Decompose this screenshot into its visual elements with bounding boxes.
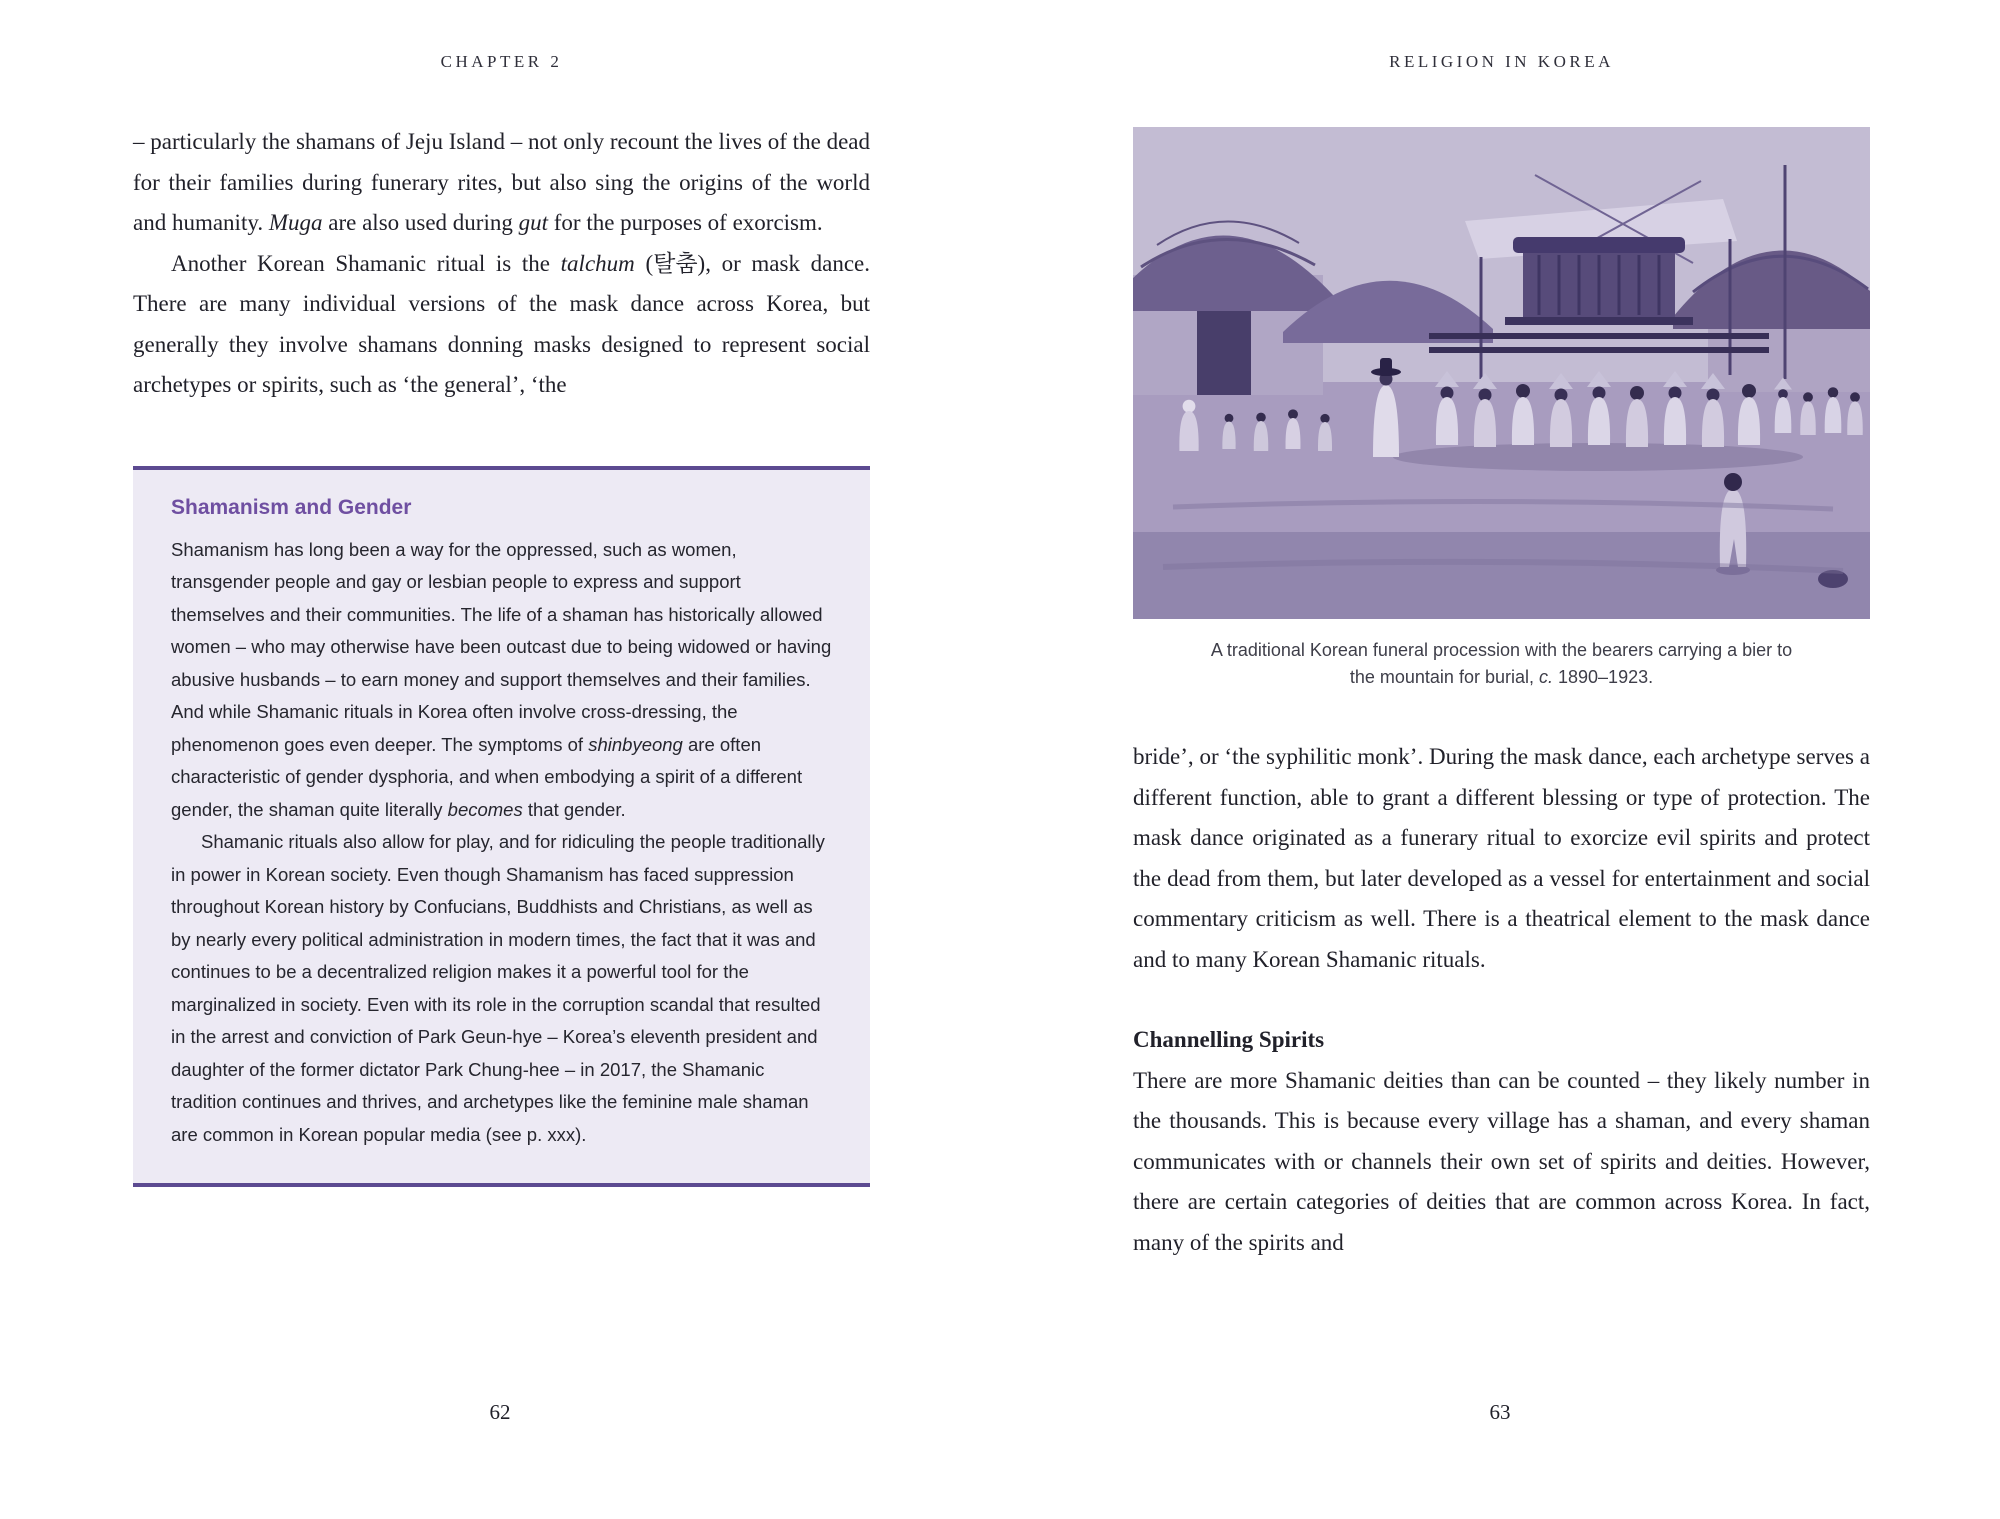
page-number-right: 63 <box>1489 1400 1511 1424</box>
sidebar-shamanism-and-gender <box>133 466 870 1188</box>
running-head-book-title: RELIGION IN KOREA <box>1389 52 1614 71</box>
body-paragraph: Another Korean Shamanic ritual is the talchum (탈춤), or mask dance. There are many individual versions of the mask dance across Korea, but generally they involve shamans donning masks designed to represent social archetypes or spirits, such as ‘the general’, ‘the <box>133 250 870 397</box>
sidebar-paragraph: Shamanism has long been a way for the oppressed, such as women, transgender people and gay or lesbian people to express and support themselves and their communities. The life of a shaman has historically allowed women – who may otherwise have been outcast due to being widowed or having abusive husbands – to earn money and support themselves and their families. And while Shamanic rituals in Korea often involve cross-dressing, the phenomenon goes even deeper. The symptoms of shinbyeong are often characteristic of gender dysphoria, and when embodying a spirit of a different gender, the shaman quite literally becomes that gender. <box>171 538 832 820</box>
right-body-text <box>1133 737 1870 1263</box>
section-heading-channelling-spirits: Channelling Spirits <box>1133 1027 1325 1052</box>
body-paragraph: – particularly the shamans of Jeju Island – not only recount the lives of the dead for their families during funerary rites, but also sing the origins of the world and humanity. Muga are also used during gut for the purposes of exorcism. <box>133 129 870 235</box>
funeral-procession-photo <box>1133 127 1870 619</box>
left-body-text <box>133 122 870 406</box>
page-left-content <box>133 0 870 1187</box>
duotone-wash <box>1133 127 1870 619</box>
page-number-left: 62 <box>489 1400 511 1424</box>
body-paragraph: bride’, or ‘the syphilitic monk’. During the mask dance, each archetype serves a different function, able to grant a different blessing or type of protection. The mask dance originated as a funerary ritual to exorcize evil spirits and protect the dead from them, but later developed as a vessel for entertainment and social commentary criticism as well. There is a theatrical element to the mask dance and to many Korean Shamanic rituals. <box>1133 744 1870 972</box>
photo-caption: A traditional Korean funeral procession with the bearers carrying a bier to the mountain for burial, c. 1890–1923. <box>1210 640 1793 687</box>
funeral-procession-figure <box>1133 127 1870 691</box>
running-head-chapter: CHAPTER 2 <box>440 52 563 71</box>
page-right-content <box>1133 0 1870 1263</box>
page-right <box>1000 0 2000 1519</box>
body-paragraph: There are more Shamanic deities than can be counted – they likely number in the thousands. This is because every village has a shaman, and every shaman communicates with or channels their own set of spirits and deities. However, there are certain categories of deities that are common across Korea. In fact, many of the spirits and <box>1133 1067 1870 1255</box>
sidebar-title: Shamanism and Gender <box>171 495 412 519</box>
sidebar-paragraph: Shamanic rituals also allow for play, and for ridiculing the people traditionally in power in Korean society. Even though Shamanism has faced suppression throughout Korean history by Confucians, Buddhists and Christians, as well as by nearly every political administration in modern times, the fact that it was and continues to be a decentralized religion makes it a powerful tool for the marginalized in society. Even with its role in the corruption scandal that resulted in the arrest and conviction of Park Geun-hye – Korea’s eleventh president and daughter of the former dictator Park Chung-hee – in 2017, the Shamanic tradition continues and thrives, and archetypes like the feminine male shaman are common in Korean popular media (see p. xxx). <box>171 831 825 1145</box>
